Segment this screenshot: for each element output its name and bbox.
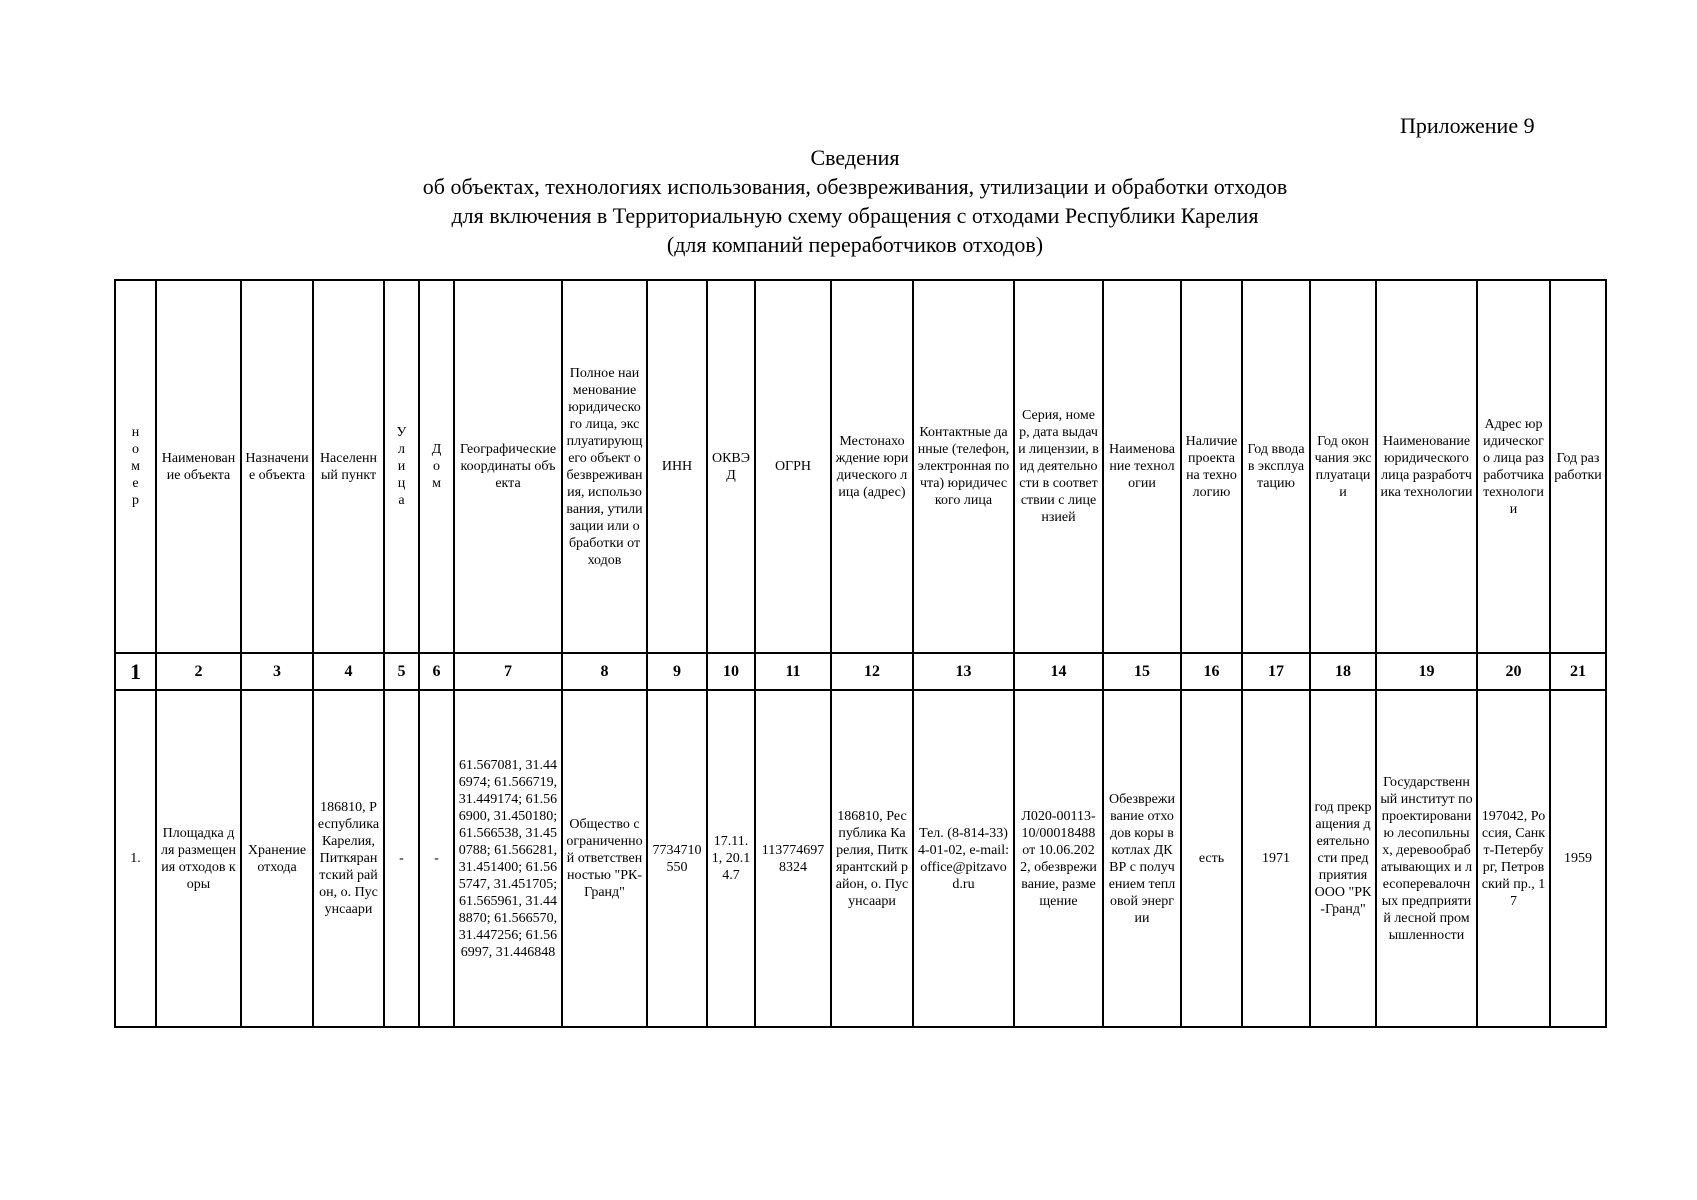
column-number: 14: [1014, 653, 1103, 690]
column-number: 9: [647, 653, 707, 690]
header-cell-6: Д о м: [419, 280, 454, 653]
cell-year-start: 1971: [1242, 690, 1310, 1027]
column-number: 16: [1181, 653, 1242, 690]
column-number: 12: [831, 653, 913, 690]
header-row: [115, 280, 1606, 653]
document-title: [330, 143, 1380, 259]
header-cell-11: ОГРН: [755, 280, 831, 653]
cell-developer: Государственный институт по проектированию лесопильных, деревообрабатывающих и лесоперевалочных предприятий лесной промышленности: [1376, 690, 1477, 1027]
header-cell-18: Год окончания эксплуатации: [1310, 280, 1376, 653]
column-number: 15: [1103, 653, 1181, 690]
column-number-row: [115, 653, 1606, 690]
header-cell-16: Наличие проекта на технологию: [1181, 280, 1242, 653]
appendix-label: Приложение 9: [1400, 113, 1535, 138]
column-number: 5: [384, 653, 419, 690]
cell-ogrn: 1137746978324: [755, 690, 831, 1027]
header-cell-21: Год разработки: [1550, 280, 1606, 653]
column-number: 20: [1477, 653, 1550, 690]
cell-house: -: [419, 690, 454, 1027]
header-cell-7: Географические координаты объекта: [454, 280, 562, 653]
title-line-1: Сведения: [810, 145, 900, 170]
title-line-3: для включения в Территориальную схему обращения с отходами Республики Карелия: [451, 203, 1259, 228]
header-cell-2: Наименование объекта: [156, 280, 241, 653]
column-number: 18: [1310, 653, 1376, 690]
column-number: 21: [1550, 653, 1606, 690]
column-number: 17: [1242, 653, 1310, 690]
cell-year-end: год прекращения деятельности предприятия ООО "РК-Гранд": [1310, 690, 1376, 1027]
header-cell-20: Адрес юридического лица разработчика технологии: [1477, 280, 1550, 653]
header-cell-15: Наименование технологии: [1103, 280, 1181, 653]
cell-legal-entity: Общество с ограниченной ответственностью "РК-Гранд": [562, 690, 647, 1027]
cell-technology: Обезвреживание отходов коры в котлах ДКВР с получением тепловой энергии: [1103, 690, 1181, 1027]
column-number: 10: [707, 653, 755, 690]
cell-object-name: Площадка для размещения отходов коры: [156, 690, 241, 1027]
column-number: 4: [313, 653, 384, 690]
data-table: [114, 279, 1607, 1028]
title-line-2: об объектах, технологиях использования, обезвреживания, утилизации и обработки отходов: [422, 174, 1288, 199]
column-number: 3: [241, 653, 313, 690]
header-cell-13: Контактные данные (телефон, электронная почта) юридического лица: [913, 280, 1014, 653]
cell-street: -: [384, 690, 419, 1027]
cell-developer-address: 197042, Россия, Санкт-Петербург, Петровский пр., 17: [1477, 690, 1550, 1027]
column-number: 6: [419, 653, 454, 690]
table-row: [115, 690, 1606, 1027]
row-number: 1.: [115, 690, 156, 1027]
cell-project: есть: [1181, 690, 1242, 1027]
column-number: 7: [454, 653, 562, 690]
cell-coordinates: 61.567081, 31.446974; 61.566719, 31.449174; 61.566900, 31.450180; 61.566538, 31.450788; 61.566281, 31.451400; 61.565747, 31.451705; 61.565961, 31.448870; 61.566570, 31.447256; 61.566997, 31.446848: [454, 690, 562, 1027]
column-number: 2: [156, 653, 241, 690]
cell-okved: 17.11.1, 20.14.7: [707, 690, 755, 1027]
cell-settlement: 186810, Республика Карелия, Питкярантский район, о. Пусунсаари: [313, 690, 384, 1027]
header-cell-5: У л и ц а: [384, 280, 419, 653]
title-line-4: (для компаний переработчиков отходов): [666, 232, 1044, 257]
cell-contacts: Тел. (8-814-33) 4-01-02, e-mail: office@pitzavod.ru: [913, 690, 1014, 1027]
header-cell-17: Год ввода в эксплуатацию: [1242, 280, 1310, 653]
cell-license: Л020-00113-10/00018488 от 10.06.2022, обезвреживание, размещение: [1014, 690, 1103, 1027]
cell-object-purpose: Хранение отхода: [241, 690, 313, 1027]
column-number: 1: [115, 653, 156, 690]
header-cell-4: Населенный пункт: [313, 280, 384, 653]
header-cell-8: Полное наименование юридического лица, эксплуатирующего объект обезвреживания, использования, утилизации или обработки отходов: [562, 280, 647, 653]
column-number: 11: [755, 653, 831, 690]
header-cell-10: ОКВЭД: [707, 280, 755, 653]
header-cell-14: Серия, номер, дата выдачи лицензии, вид деятельности в соответствии с лицензией: [1014, 280, 1103, 653]
column-number: 13: [913, 653, 1014, 690]
cell-legal-address: 186810, Республика Карелия, Питкярантский район, о. Пусунсаари: [831, 690, 913, 1027]
header-cell-19: Наименование юридического лица разработчика технологии: [1376, 280, 1477, 653]
header-cell-1: н о м е р: [115, 280, 156, 653]
cell-dev-year: 1959: [1550, 690, 1606, 1027]
header-cell-9: ИНН: [647, 280, 707, 653]
column-number: 19: [1376, 653, 1477, 690]
header-cell-3: Назначение объекта: [241, 280, 313, 653]
column-number: 8: [562, 653, 647, 690]
header-cell-12: Местонахождение юридического лица (адрес): [831, 280, 913, 653]
cell-inn: 7734710550: [647, 690, 707, 1027]
